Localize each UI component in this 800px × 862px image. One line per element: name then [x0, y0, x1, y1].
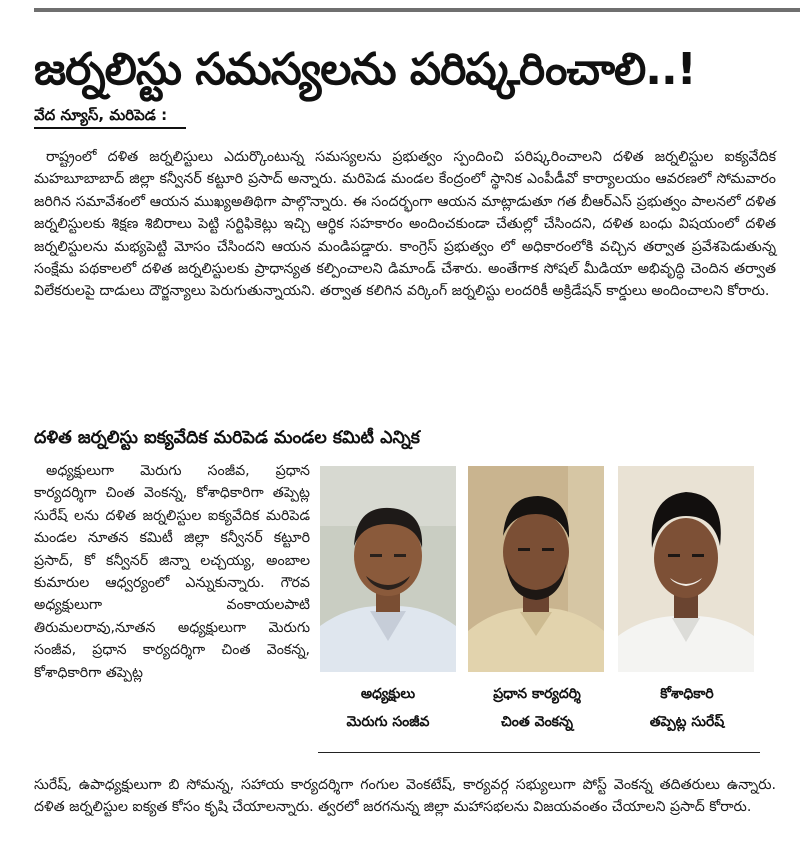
portrait-treasurer-image — [618, 466, 754, 672]
dateline-underline — [34, 127, 186, 129]
committee-paragraph: అధ్యక్షులుగా మెరుగు సంజీవ, ప్రధాన కార్యదర్శిగా చింత వెంకన్న, కోశాధికారిగా తప్పెట్ల సురేష్ లను దళిత జర్నలిస్టుల ఐక్యవేదిక మరిపెడ మండల నూతన కమిటీ జిల్లా కన్వీనర్ కట్టూరి ప్రసాద్, కో కన్వీనర్ జిన్నా లచ్చయ్య, అంబాల కుమారుల ఆధ్వర్యంలో ఎన్నుకున్నారు. గౌరవ అధ్యక్షులుగా వంకాయలపాటి తిరుమలరావు,నూతన అధ్యక్షులుగా మెరుగు సంజీవ, ప్రధాన కార్యదర్శిగా చింత వెంకన్న, కోశాధికారిగా తప్పెట్ల — [34, 463, 310, 681]
caption-role-president: అధ్యక్షులు — [360, 686, 416, 702]
photo-treasurer — [618, 466, 754, 672]
top-border-rule — [34, 8, 800, 12]
closing-paragraph: సురేష్, ఉపాధ్యక్షులుగా బి సోమన్న, సహాయ కార్యదర్శిగా గంగుల వెంకటేష్, కార్యవర్గ సభ్యులుగా పోస్ట్ వెంకన్న తదితరులు ఉన్నారు. దళిత జర్నలిస్టుల ఐక్యత కోసం కృషి చేయాలన్నారు. త్వరలో జరగనున్న జిల్లా మహాసభలను విజయవంతం చేయాలని ప్రసాద్ కోరారు. — [34, 777, 776, 816]
caption-role-general-secretary: ప్రధాన కార్యదర్శి — [493, 686, 581, 702]
caption-name-treasurer: తప్పెట్ల సురేష్ — [649, 714, 725, 730]
headline: జర్నలిస్టు సమస్యలను పరిష్కరించాలి..! — [34, 44, 696, 95]
photo-president — [320, 466, 456, 672]
caption-name-general-secretary: చింత వెంకన్న — [501, 714, 573, 730]
caption-divider — [318, 752, 760, 753]
portrait-general-secretary-image — [468, 466, 604, 672]
subheading: దళిత జర్నలిస్టు ఐక్యవేదిక మరిపెడ మండల కమిటీ ఎన్నిక — [34, 428, 420, 448]
lead-paragraph: రాష్ట్రంలో దళిత జర్నలిస్టులు ఎదుర్కొంటున్న సమస్యలను ప్రభుత్వం స్పందించి పరిష్కరించాలని దళిత జర్నలిస్టుల ఐక్యవేదిక మహబూబాబాద్ జిల్లా కన్వీనర్ కట్టూరి ప్రసాద్ అన్నారు. మరిపెడ మండల కేంద్రంలో స్థానిక ఎంపీడీవో కార్యాలయం ఆవరణలో సోమవారం జరిగిన సమావేశంలో ఆయన ముఖ్యఅతిథిగా పాల్గొన్నారు. ఈ సందర్భంగా ఆయన మాట్లాడుతూ గత బీఆర్ఎస్ ప్రభుత్వం పాలనలో దళిత జర్నలిస్టులకు శిక్షణ శిబిరాలు పెట్టి సర్టిఫికెట్లు ఇచ్చి ఆర్థిక సహకారం అందించకుండా చేతుల్లో చేసిందని, దళిత బంధు విషయంలో దళిత జర్నలిస్టులను మభ్యపెట్టి మోసం చేసిందని ఆయన మండిపడ్డారు. కాంగ్రెస్ ప్రభుత్వం లో అధికారంలోకి వచ్చిన తర్వాత ప్రవేశపెడుతున్న సంక్షేమ పథకాలలో దళిత జర్నలిస్టులకు ప్రాధాన్యత కల్పించాలని డిమాండ్ చేశారు. అంతేగాక సోషల్ మీడియా అభివృద్ధి చెందిన తర్వాత విలేకరులపై దాడులు దౌర్జన్యాలు పెరుగుతున్నాయని. తర్వాత కలిగిన వర్కింగ్ జర్నలిస్టు లందరికీ అక్రిడేషన్ కార్డులు అందించాలని కోరారు. — [34, 149, 776, 300]
caption-name-president: మెరుగు సంజీవ — [346, 714, 430, 730]
portrait-president-image — [320, 466, 456, 672]
caption-role-treasurer: కోశాధికారి — [660, 686, 714, 702]
dateline: వేద న్యూస్, మరిపెడ : — [34, 106, 168, 124]
photo-general-secretary — [468, 466, 604, 672]
